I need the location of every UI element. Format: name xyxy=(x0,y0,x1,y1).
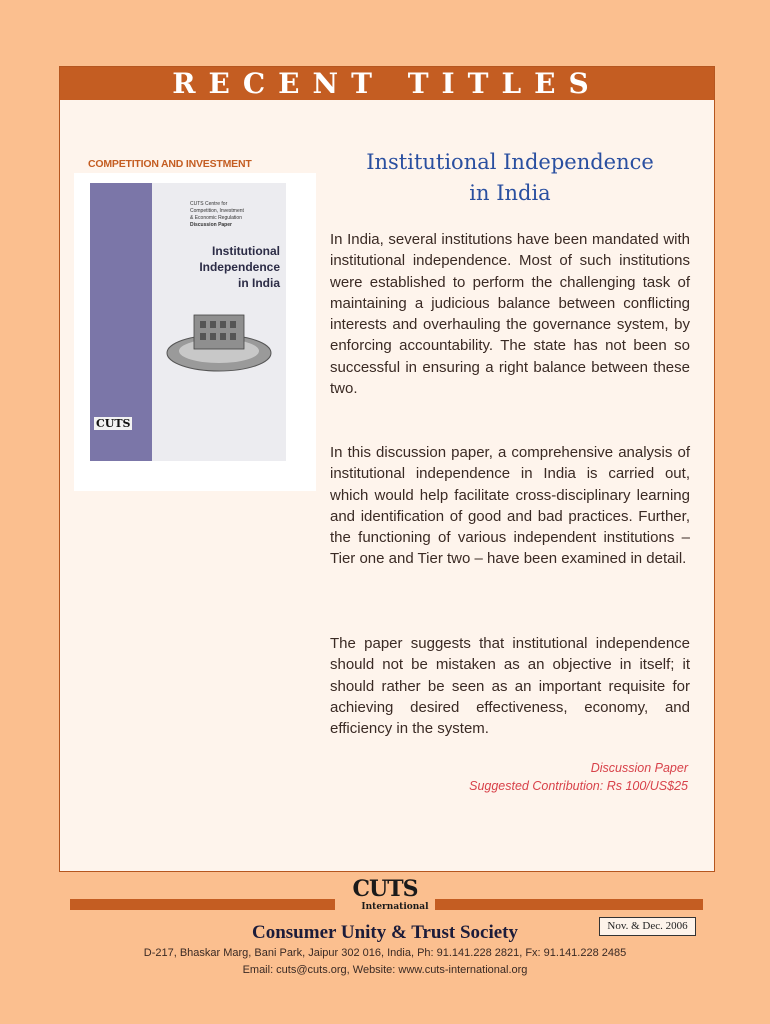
description-paragraph-1: In India, several institutions have been mandated with institutional independence. Most of such institutions were established to perform the challenging task of maintaining a judicious balance between conflicting interests and overhauling the governance system, by enforcing accountability. The state has not been so successful in ensuring a right balance between these two. xyxy=(330,231,690,398)
suggested-contribution: Suggested Contribution: Rs 100/US$25 xyxy=(469,779,688,793)
book-title-line-1: Institutional Independence xyxy=(366,150,654,174)
book-cover-frame xyxy=(74,173,316,491)
address-line: D-217, Bhaskar Marg, Bani Park, Jaipur 302 016, India, Ph: 91.141.228 2821, Fx: 91.141.228 2485 xyxy=(143,947,627,959)
banner xyxy=(60,67,714,100)
description-paragraph-3: The paper suggests that institutional independence should not be mistaken as an objective in itself; it should rather be seen as an important requisite for achieving desired effectiveness, economy, and efficiency in the system. xyxy=(330,635,690,738)
cover-series: Discussion Paper xyxy=(190,222,232,228)
book-cover-image xyxy=(90,183,286,461)
organization-name: Consumer Unity & Trust Society xyxy=(252,922,518,943)
issue-date-badge: Nov. & Dec. 2006 xyxy=(599,917,696,936)
cover-logo: CUTS xyxy=(96,417,131,430)
cover-org-line: Competition, Investment xyxy=(190,208,244,214)
cover-title-line: Independence xyxy=(199,260,280,274)
cuts-logo-sub: International xyxy=(361,902,429,912)
contact-line: Email: cuts@cuts.org, Website: www.cuts-international.org xyxy=(242,964,528,976)
banner-title: RECENT TITLES xyxy=(172,67,602,100)
book-title-line-2: in India xyxy=(469,181,551,205)
cover-title-line: in India xyxy=(238,276,280,290)
recent-titles-panel xyxy=(59,66,715,872)
publication-meta xyxy=(469,759,688,795)
book-title xyxy=(330,147,690,209)
description-paragraph-2: In this discussion paper, a comprehensive analysis of institutional independence in India is carried out, which would help facilitate cross-disciplinary learning and identification of good and bad practices. Further, the functioning of various independent institutions – Tier one and Tier two – have been examined in detail. xyxy=(330,444,690,568)
section-label: COMPETITION AND INVESTMENT xyxy=(88,158,252,170)
cover-title xyxy=(168,243,280,291)
cover-org-line: & Economic Regulation xyxy=(190,215,242,221)
cuts-logo xyxy=(335,876,435,920)
cover-illustration xyxy=(164,301,274,373)
cuts-logo-text: CUTS xyxy=(352,876,418,902)
cover-org-line: CUTS Centre for xyxy=(190,201,228,207)
publication-type: Discussion Paper xyxy=(590,761,688,775)
cover-title-line: Institutional xyxy=(212,244,280,258)
cover-org-text xyxy=(190,201,264,229)
